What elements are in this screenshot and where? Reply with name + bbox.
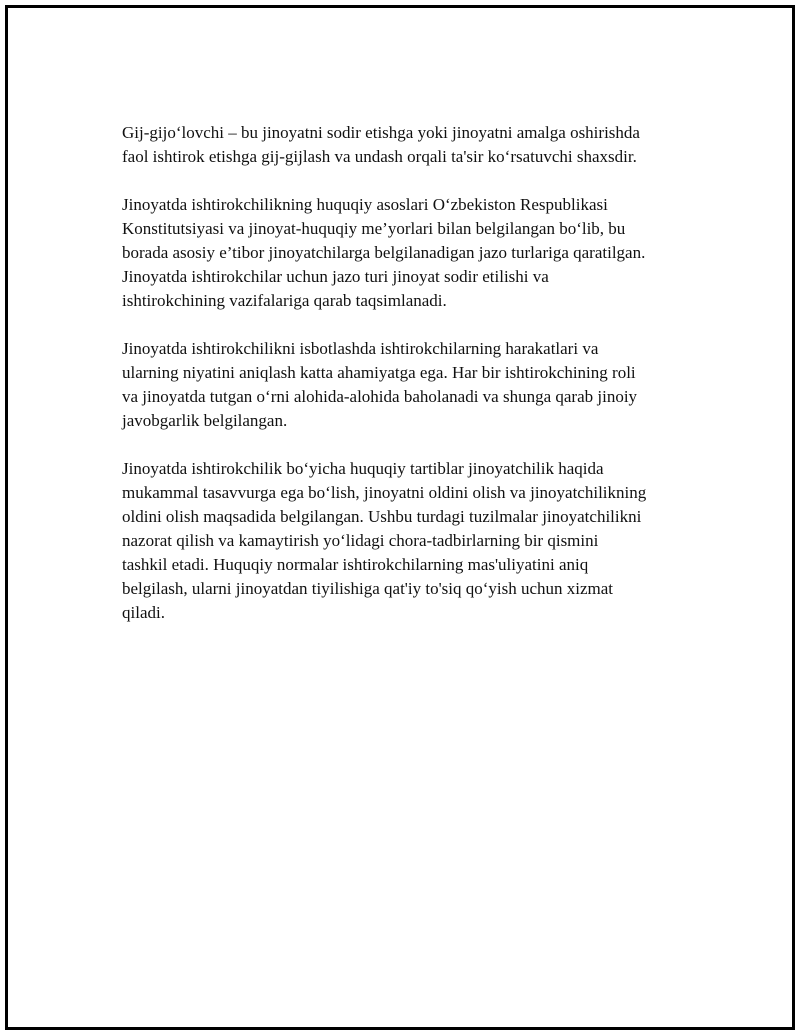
paragraph-3: [122, 337, 702, 433]
paragraph-line: Jinoyatda ishtirokchilik bo‘yicha huquqiy tartiblar jinoyatchilik haqida: [122, 459, 604, 478]
paragraph-4: [122, 457, 702, 625]
paragraph-line: Konstitutsiyasi va jinoyat-huquqiy me’yorlari bilan belgilangan bo‘lib, bu: [122, 219, 626, 238]
paragraph-line: Jinoyatda ishtirokchilikning huquqiy asoslari O‘zbekiston Respublikasi: [122, 195, 608, 214]
paragraph-1: [122, 121, 702, 169]
paragraph-line: Gij-gijo‘lovchi – bu jinoyatni sodir etishga yoki jinoyatni amalga oshirishda: [122, 123, 640, 142]
paragraph-line: faol ishtirok etishga gij-gijlash va undash orqali ta'sir ko‘rsatuvchi shaxsdir.: [122, 147, 637, 166]
paragraph-line: mukammal tasavvurga ega bo‘lish, jinoyatni oldini olish va jinoyatchilikning: [122, 483, 647, 502]
paragraph-line: borada asosiy e’tibor jinoyatchilarga belgilanadigan jazo turlariga qaratilgan.: [122, 243, 646, 262]
paragraph-line: javobgarlik belgilangan.: [122, 411, 288, 430]
paragraph-line: ularning niyatini aniqlash katta ahamiyatga ega. Har bir ishtirokchining roli: [122, 363, 636, 382]
paragraph-line: qiladi.: [122, 603, 165, 622]
paragraph-line: nazorat qilish va kamaytirish yo‘lidagi chora-tadbirlarning bir qismini: [122, 531, 599, 550]
document-body: [122, 121, 702, 649]
paragraph-line: oldini olish maqsadida belgilangan. Ushbu turdagi tuzilmalar jinoyatchilikni: [122, 507, 642, 526]
paragraph-line: Jinoyatda ishtirokchilar uchun jazo turi jinoyat sodir etilishi va: [122, 267, 549, 286]
paragraph-2: [122, 193, 702, 313]
paragraph-line: tashkil etadi. Huquqiy normalar ishtirokchilarning mas'uliyatini aniq: [122, 555, 589, 574]
document-page: [5, 5, 795, 1030]
paragraph-line: Jinoyatda ishtirokchilikni isbotlashda ishtirokchilarning harakatlari va: [122, 339, 599, 358]
paragraph-line: ishtirokchining vazifalariga qarab taqsimlanadi.: [122, 291, 447, 310]
paragraph-line: belgilash, ularni jinoyatdan tiyilishiga qat'iy to'siq qo‘yish uchun xizmat: [122, 579, 614, 598]
paragraph-line: va jinoyatda tutgan o‘rni alohida-alohida baholanadi va shunga qarab jinoiy: [122, 387, 638, 406]
